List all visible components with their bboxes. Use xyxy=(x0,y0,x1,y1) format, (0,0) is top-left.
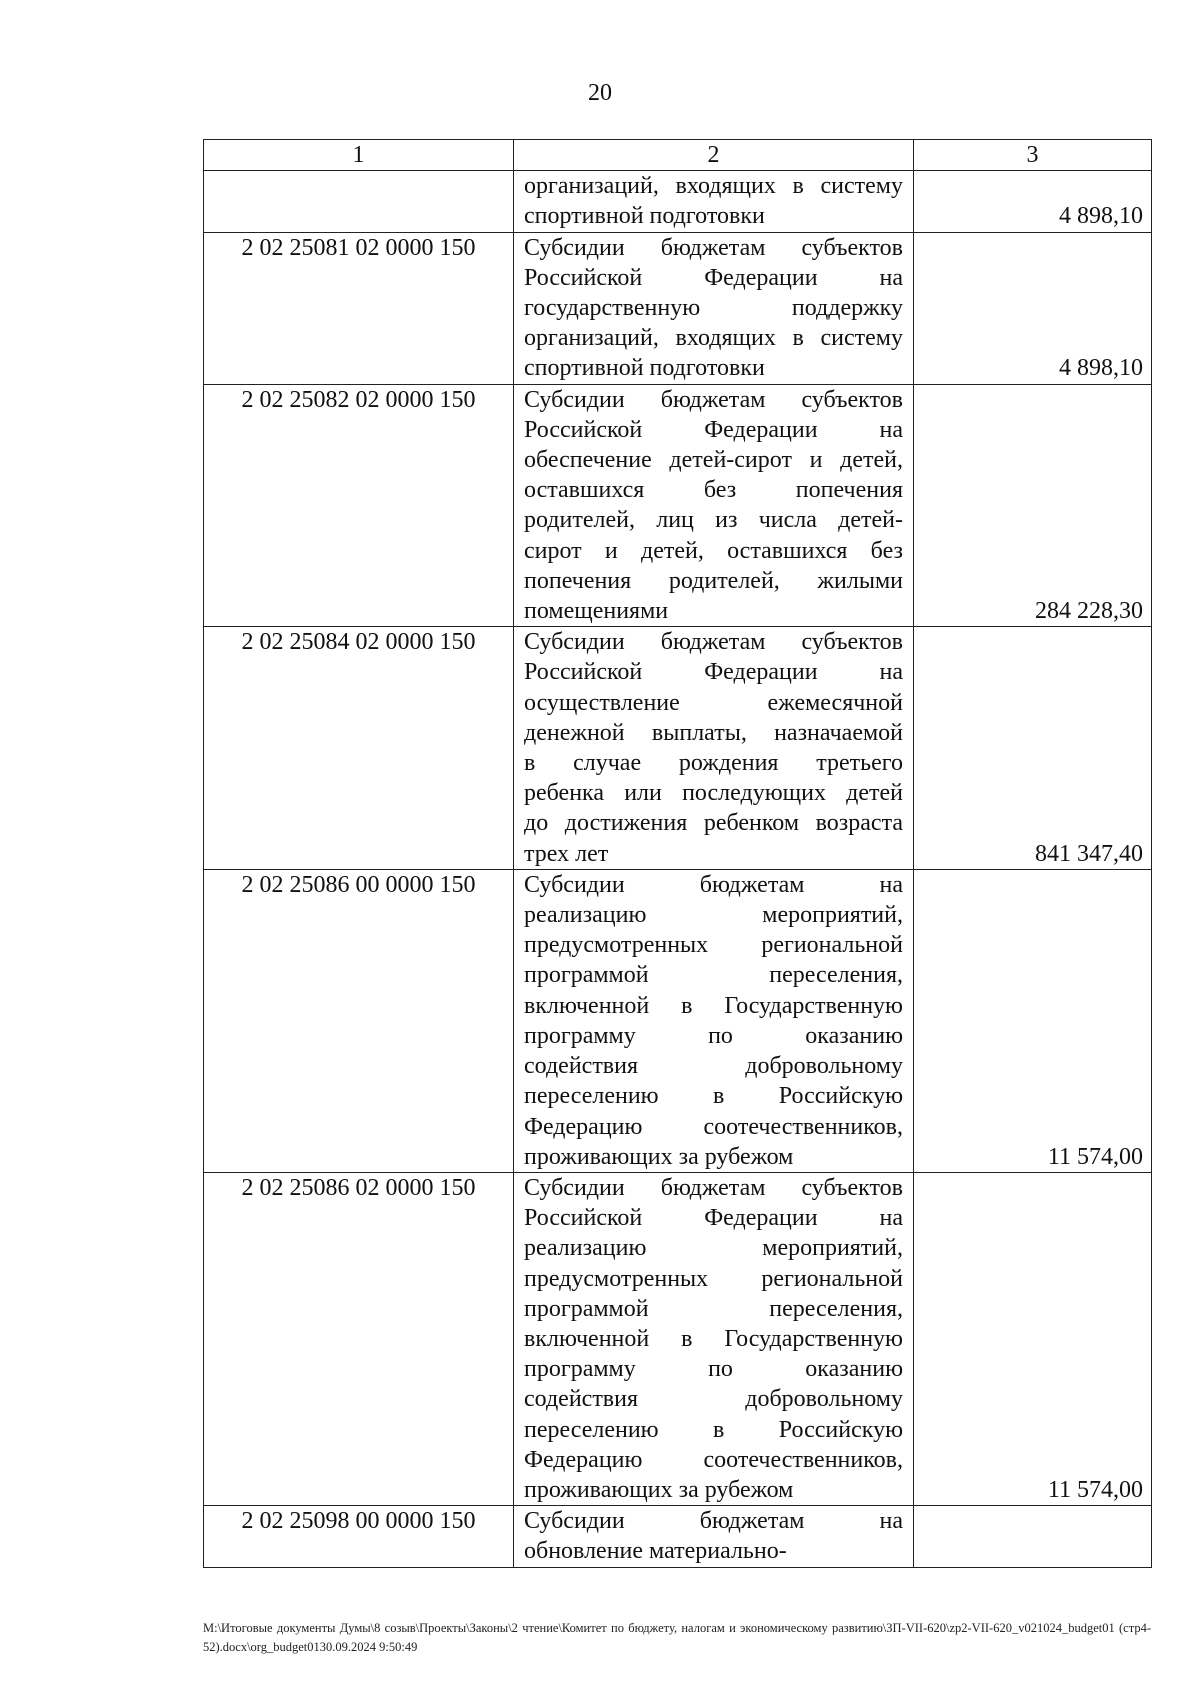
description-line: Субсидии бюджетам субъектов xyxy=(524,629,903,656)
page-number: 20 xyxy=(588,80,612,106)
description-line: Российской Федерации на xyxy=(524,659,903,686)
budget-code-cell xyxy=(204,171,514,232)
description-line: проживающих за рубежом xyxy=(524,1143,794,1170)
description-line: программой переселения, xyxy=(524,962,903,989)
description-line: программой переселения, xyxy=(524,1295,903,1322)
description-line: Федерацию соотечественников, xyxy=(524,1113,903,1140)
description-cell xyxy=(514,171,914,232)
description-line: осуществление ежемесячной xyxy=(524,689,903,716)
budget-code-cell: 2 02 25086 00 0000 150 xyxy=(204,869,514,1172)
amount-cell xyxy=(914,1506,1152,1567)
amount-cell: 11 574,00 xyxy=(914,1172,1152,1505)
description-cell xyxy=(514,384,914,627)
description-line: проживающих за рубежом xyxy=(524,1476,794,1503)
table-row xyxy=(204,171,1152,232)
description-line: программу по оказанию xyxy=(524,1022,903,1049)
table-header-row xyxy=(204,140,1152,171)
amount-cell: 11 574,00 xyxy=(914,869,1152,1172)
description-line: спортивной подготовки xyxy=(524,203,765,230)
description-line: предусмотренных региональной xyxy=(524,932,903,959)
description-line: предусмотренных региональной xyxy=(524,1265,903,1292)
budget-code-cell: 2 02 25081 02 0000 150 xyxy=(204,232,514,384)
description-line: включенной в Государственную xyxy=(524,1325,903,1352)
table-row xyxy=(204,384,1152,627)
description-line: обеспечение детей-сирот и детей, xyxy=(524,447,903,474)
description-line: Российской Федерации на xyxy=(524,416,903,443)
budget-code-cell: 2 02 25082 02 0000 150 xyxy=(204,384,514,627)
amount-cell: 4 898,10 xyxy=(914,232,1152,384)
description-line: Субсидии бюджетам субъектов xyxy=(524,234,903,261)
table-row xyxy=(204,627,1152,870)
description-line: Субсидии бюджетам субъектов xyxy=(524,1174,903,1201)
description-cell xyxy=(514,627,914,870)
description-line: Субсидии бюджетам субъектов xyxy=(524,386,903,413)
description-line: Субсидии бюджетам на xyxy=(524,1508,903,1535)
table-row xyxy=(204,1172,1152,1505)
amount-cell: 284 228,30 xyxy=(914,384,1152,627)
column-header-2: 2 xyxy=(514,140,914,171)
description-line: обновление материально- xyxy=(524,1538,787,1565)
description-line: сирот и детей, оставшихся без xyxy=(524,537,903,564)
budget-code-cell: 2 02 25084 02 0000 150 xyxy=(204,627,514,870)
description-line: денежной выплаты, назначаемой xyxy=(524,719,903,746)
description-line: организаций, входящих в систему xyxy=(524,173,903,200)
description-line: попечения родителей, жилыми xyxy=(524,567,903,594)
budget-code-cell: 2 02 25098 00 0000 150 xyxy=(204,1506,514,1567)
description-cell xyxy=(514,232,914,384)
description-line: спортивной подготовки xyxy=(524,355,765,382)
description-line: ребенка или последующих детей xyxy=(524,780,903,807)
description-line: включенной в Государственную xyxy=(524,992,903,1019)
description-line: содействия добровольному xyxy=(524,1053,903,1080)
description-line: в случае рождения третьего xyxy=(524,750,903,777)
description-line: оставшихся без попечения xyxy=(524,477,903,504)
table-row xyxy=(204,1506,1152,1567)
description-line: содействия добровольному xyxy=(524,1386,903,1413)
description-line: Субсидии бюджетам на xyxy=(524,871,903,898)
description-line: до достижения ребенком возраста xyxy=(524,810,903,837)
file-path-footer: M:\Итоговые документы Думы\8 созыв\Проекты\Законы\2 чтение\Комитет по бюджету, налогам и экономическому развитию\ЗП-VII-620\zp2-VII-620_v021024_budget01 (стр4-52).docx\org_budget0130.09.2024 9:50:49 xyxy=(203,1621,1151,1654)
description-line: переселению в Российскую xyxy=(524,1083,903,1110)
description-line: Федерацию соотечественников, xyxy=(524,1446,903,1473)
description-line: реализацию мероприятий, xyxy=(524,1235,903,1262)
description-line: переселению в Российскую xyxy=(524,1416,903,1443)
amount-cell: 4 898,10 xyxy=(914,171,1152,232)
budget-code-cell: 2 02 25086 02 0000 150 xyxy=(204,1172,514,1505)
description-line: программу по оказанию xyxy=(524,1356,903,1383)
description-cell xyxy=(514,869,914,1172)
description-line: Российской Федерации на xyxy=(524,1205,903,1232)
description-line: родителей, лиц из числа детей- xyxy=(524,507,903,534)
table-row xyxy=(204,869,1152,1172)
description-line: государственную поддержку xyxy=(524,295,903,322)
budget-table xyxy=(203,139,1152,1568)
description-line: помещениями xyxy=(524,598,669,625)
column-header-1: 1 xyxy=(204,140,514,171)
description-line: Российской Федерации на xyxy=(524,264,903,291)
column-header-3: 3 xyxy=(914,140,1152,171)
table-row xyxy=(204,232,1152,384)
description-cell xyxy=(514,1172,914,1505)
description-line: реализацию мероприятий, xyxy=(524,902,903,929)
description-cell xyxy=(514,1506,914,1567)
description-line: организаций, входящих в систему xyxy=(524,325,903,352)
description-line: трех лет xyxy=(524,840,609,867)
amount-cell: 841 347,40 xyxy=(914,627,1152,870)
